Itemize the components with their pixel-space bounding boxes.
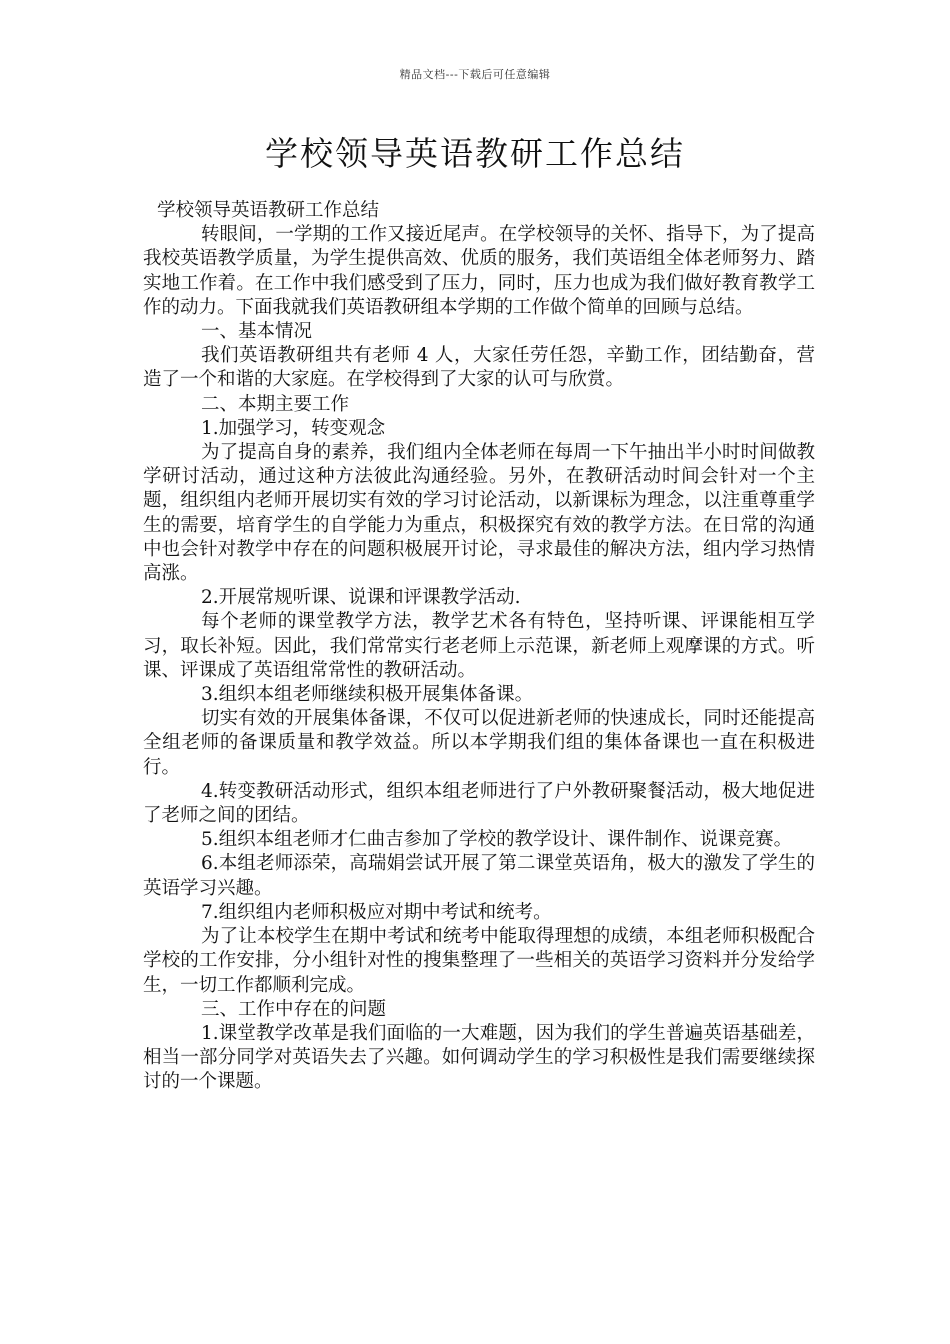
section-heading-problems: 三、工作中存在的问题 [201,998,387,1020]
paragraph: 切实有效的开展集体备课，不仅可以促进新老师的快速成长，同时还能提高全组老师的备课质量和教学效益。所以本学期我们组的集体备课也一直在积极进行。 [143,708,815,778]
header-note: 精品文档---下载后可任意编辑 [399,68,551,81]
list-item: 1.课堂教学改革是我们面临的一大难题，因为我们的学生普遍英语基础差，相当一部分同学对英语失去了兴趣。如何调动学生的学习积极性是我们需要继续探讨的一个课题。 [143,1022,815,1093]
paragraph: 为了让本校学生在期中考试和统考中能取得理想的成绩，本组老师积极配合学校的工作安排，分小组针对性的搜集整理了一些相关的英语学习资料并分发给学生，一切工作都顺利完成。 [143,926,815,996]
document-subtitle: 学校领导英语教研工作总结 [157,200,380,221]
paragraph-intro: 转眼间，一学期的工作又接近尾声。在学校领导的关怀、指导下，为了提高我校英语教学质量，为学生提供高效、优质的服务，我们英语组全体老师努力、踏实地工作着。在工作中我们感受到了压力，同时，压力也成为我们做好教育教学工作的动力。下面我就我们英语教研组本学期的工作做个简单的回顾与总结。 [143,224,815,318]
paragraph: 我们英语教研组共有老师 4 人，大家任劳任怨，辛勤工作，团结勤奋，营造了一个和谐的大家庭。在学校得到了大家的认可与欣赏。 [143,345,815,391]
list-item-heading: 2.开展常规听课、说课和评课教学活动. [201,587,521,609]
document-body [143,199,815,1095]
section-heading-basic-situation: 一、基本情况 [201,321,313,343]
section-heading-main-work: 二、本期主要工作 [201,393,350,415]
list-item-heading: 3.组织本组老师继续积极开展集体备课。 [201,684,534,706]
list-item: 4.转变教研活动形式，组织本组老师进行了户外教研聚餐活动，极大地促进了老师之间的团结。 [143,780,815,827]
list-item-heading: 1.加强学习，转变观念 [201,417,386,439]
list-item: 6.本组老师添荣，高瑞娟尝试开展了第二课堂英语角，极大的激发了学生的英语学习兴趣。 [143,853,815,899]
list-item-heading: 7.组织组内老师积极应对期中考试和统考。 [201,901,552,923]
paragraph: 每个老师的课堂教学方法，教学艺术各有特色，坚持听课、评课能相互学习，取长补短。因此，我们常常实行老老师上示范课，新老师上观摩课的方式。听课、评课成了英语组常常性的教研活动。 [143,611,815,681]
paragraph: 为了提高自身的素养，我们组内全体老师在每周一下午抽出半小时时间做教学研讨活动，通过这种方法彼此沟通经验。另外，在教研活动时间会针对一个主题，组织组内老师开展切实有效的学习讨论活动，以新课标为理念，以注重尊重学生的需要，培育学生的自学能力为重点，积极探究有效的教学方法。在日常的沟通中也会针对教学中存在的问题积极展开讨论，寻求最佳的解决方法，组内学习热情高涨。 [143,442,815,585]
document-title: 学校领导英语教研工作总结 [265,134,685,173]
list-item: 5.组织本组老师才仁曲吉参加了学校的教学设计、课件制作、说课竞赛。 [201,829,793,851]
